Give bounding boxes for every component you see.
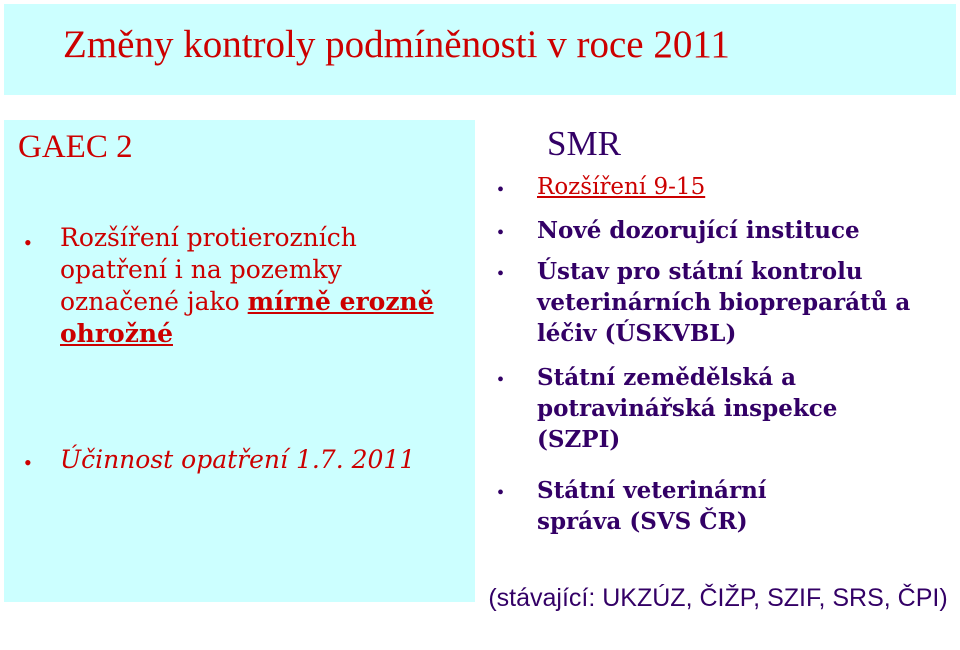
gaec-bullet-1: [60, 222, 455, 350]
bullet-dot: •: [24, 230, 32, 255]
existing-institutions-note: (stávající: UKZÚZ, ČIŽP, SZIF, SRS, ČPI): [488, 584, 948, 612]
left-panel-edge: [465, 120, 475, 602]
gaec-bullet-1-text: Rozšíření protierozních opatření i na pozemky označené jako: [60, 223, 357, 316]
bullet-dot: •: [24, 450, 32, 475]
smr-item-4: Státní zemědělská a potravinářská inspekce (SZPI): [537, 364, 838, 453]
bullet-dot: •: [497, 482, 505, 504]
smr-item-5: Státní veterinární správa (SVS ČR): [537, 477, 767, 535]
page-title: Změny kontroly podmíněnosti v roce 2011: [63, 23, 730, 66]
gaec-heading: GAEC 2: [18, 129, 133, 165]
bullet-dot: •: [497, 263, 505, 285]
bullet-dot: •: [497, 369, 505, 391]
gaec-bullet-1-emphasis: mírně erozně ohrožné: [60, 287, 434, 348]
left-panel: [4, 120, 465, 602]
gaec-bullet-2: Účinnost opatření 1.7. 2011: [60, 445, 416, 474]
smr-item-1: Rozšíření 9-15: [537, 174, 706, 200]
bullet-dot: •: [497, 222, 505, 244]
smr-heading: SMR: [547, 124, 621, 163]
bullet-dot: •: [497, 179, 505, 201]
smr-item-2: Nové dozorující instituce: [537, 217, 860, 244]
smr-item-3: Ústav pro státní kontrolu veterinárních biopreparátů a léčiv (ÚSKVBL): [537, 258, 911, 347]
